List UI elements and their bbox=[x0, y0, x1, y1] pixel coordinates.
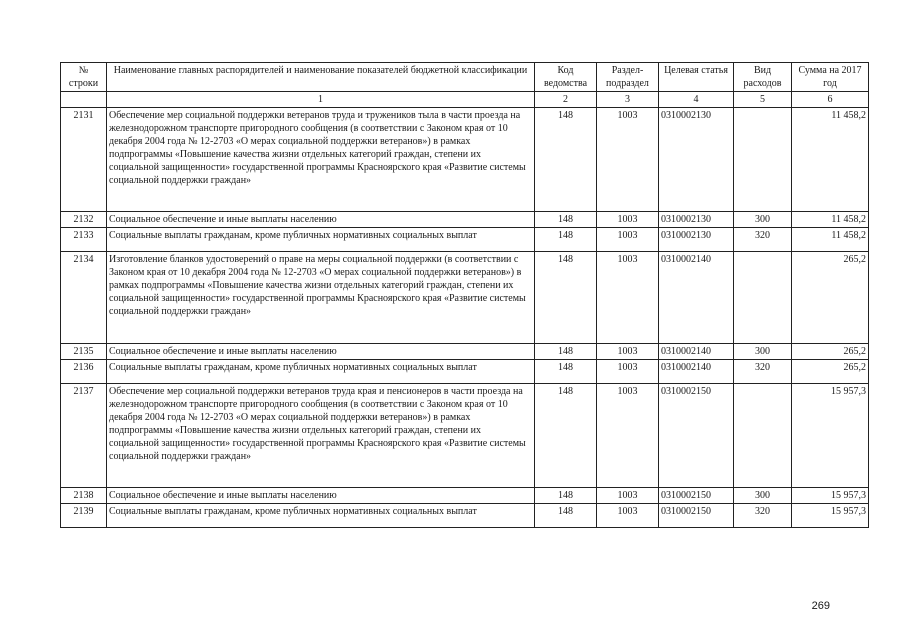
column-number: 2 bbox=[535, 92, 597, 108]
row-expense-type: 320 bbox=[734, 360, 792, 384]
row-expense-type bbox=[734, 384, 792, 488]
row-section: 1003 bbox=[597, 488, 659, 504]
row-name: Социальное обеспечение и иные выплаты населению bbox=[107, 344, 535, 360]
row-number: 2133 bbox=[61, 228, 107, 252]
row-number: 2136 bbox=[61, 360, 107, 384]
row-name: Социальные выплаты гражданам, кроме публичных нормативных социальных выплат bbox=[107, 504, 535, 528]
row-name: Изготовление бланков удостоверений о праве на меры социальной поддержки (в соответствии с Законом края от 10 декабря 2004 года № 12-2703 «О мерах социальной поддержки ветеранов») в рамках подпрограммы «Повышение качества жизни отдельных категорий граждан, степени их социальной защищенности» государственной программы Красноярского края «Развитие системы социальной поддержки граждан» bbox=[107, 252, 535, 344]
row-name: Социальные выплаты гражданам, кроме публичных нормативных социальных выплат bbox=[107, 228, 535, 252]
table-row bbox=[61, 108, 869, 212]
row-number: 2138 bbox=[61, 488, 107, 504]
row-amount: 11 458,2 bbox=[792, 228, 869, 252]
row-target: 0310002140 bbox=[659, 344, 734, 360]
row-section: 1003 bbox=[597, 360, 659, 384]
row-dept-code: 148 bbox=[535, 212, 597, 228]
header-name: Наименование главных распорядителей и наименование показателей бюджетной классификации bbox=[107, 63, 535, 92]
row-name: Социальные выплаты гражданам, кроме публичных нормативных социальных выплат bbox=[107, 360, 535, 384]
row-target: 0310002130 bbox=[659, 108, 734, 212]
row-target: 0310002150 bbox=[659, 384, 734, 488]
table-row bbox=[61, 212, 869, 228]
row-name: Обеспечение мер социальной поддержки ветеранов труда края и пенсионеров в части проезда на железнодорожном транспорте пригородного сообщения (в соответствии с Законом края от 10 декабря 2004 года № 12-2703 «О мерах социальной поддержки ветеранов») в рамках подпрограммы «Повышение качества жизни отдельных категорий граждан, степени их социальной защищенности» государственной программы Красноярского края «Развитие системы социальной поддержки граждан» bbox=[107, 384, 535, 488]
row-expense-type: 300 bbox=[734, 212, 792, 228]
row-name: Социальное обеспечение и иные выплаты населению bbox=[107, 488, 535, 504]
row-amount: 265,2 bbox=[792, 344, 869, 360]
column-number-blank bbox=[61, 92, 107, 108]
row-dept-code: 148 bbox=[535, 504, 597, 528]
header-target: Целевая статья bbox=[659, 63, 734, 92]
row-amount: 15 957,3 bbox=[792, 384, 869, 488]
row-number: 2137 bbox=[61, 384, 107, 488]
table-row bbox=[61, 252, 869, 344]
page-number: 269 bbox=[811, 600, 830, 612]
row-dept-code: 148 bbox=[535, 228, 597, 252]
column-number-row bbox=[61, 92, 869, 108]
column-number: 1 bbox=[107, 92, 535, 108]
row-target: 0310002130 bbox=[659, 228, 734, 252]
column-number: 6 bbox=[792, 92, 869, 108]
header-dept-code: Код ведомства bbox=[535, 63, 597, 92]
row-expense-type: 300 bbox=[734, 344, 792, 360]
column-number: 4 bbox=[659, 92, 734, 108]
row-name: Социальное обеспечение и иные выплаты населению bbox=[107, 212, 535, 228]
row-section: 1003 bbox=[597, 108, 659, 212]
row-amount: 15 957,3 bbox=[792, 504, 869, 528]
header-expense-type: Вид расходов bbox=[734, 63, 792, 92]
row-number: 2134 bbox=[61, 252, 107, 344]
header-row-number: № строки bbox=[61, 63, 107, 92]
row-section: 1003 bbox=[597, 228, 659, 252]
header-row bbox=[61, 63, 869, 92]
row-dept-code: 148 bbox=[535, 488, 597, 504]
row-section: 1003 bbox=[597, 504, 659, 528]
row-amount: 11 458,2 bbox=[792, 108, 869, 212]
row-amount: 265,2 bbox=[792, 360, 869, 384]
row-expense-type bbox=[734, 108, 792, 212]
row-section: 1003 bbox=[597, 252, 659, 344]
row-expense-type: 320 bbox=[734, 504, 792, 528]
row-number: 2132 bbox=[61, 212, 107, 228]
column-number: 3 bbox=[597, 92, 659, 108]
table-row bbox=[61, 488, 869, 504]
row-expense-type: 300 bbox=[734, 488, 792, 504]
table-row bbox=[61, 228, 869, 252]
row-expense-type: 320 bbox=[734, 228, 792, 252]
table-row bbox=[61, 344, 869, 360]
row-amount: 265,2 bbox=[792, 252, 869, 344]
row-target: 0310002150 bbox=[659, 504, 734, 528]
table-row bbox=[61, 360, 869, 384]
row-target: 0310002150 bbox=[659, 488, 734, 504]
row-dept-code: 148 bbox=[535, 252, 597, 344]
row-target: 0310002130 bbox=[659, 212, 734, 228]
row-section: 1003 bbox=[597, 344, 659, 360]
row-dept-code: 148 bbox=[535, 344, 597, 360]
row-target: 0310002140 bbox=[659, 360, 734, 384]
row-dept-code: 148 bbox=[535, 108, 597, 212]
row-target: 0310002140 bbox=[659, 252, 734, 344]
row-expense-type bbox=[734, 252, 792, 344]
table-row bbox=[61, 384, 869, 488]
budget-table bbox=[60, 62, 869, 528]
row-section: 1003 bbox=[597, 384, 659, 488]
row-amount: 11 458,2 bbox=[792, 212, 869, 228]
table-row bbox=[61, 504, 869, 528]
row-number: 2139 bbox=[61, 504, 107, 528]
row-section: 1003 bbox=[597, 212, 659, 228]
row-number: 2131 bbox=[61, 108, 107, 212]
column-number: 5 bbox=[734, 92, 792, 108]
row-dept-code: 148 bbox=[535, 360, 597, 384]
header-amount: Сумма на 2017 год bbox=[792, 63, 869, 92]
row-number: 2135 bbox=[61, 344, 107, 360]
row-dept-code: 148 bbox=[535, 384, 597, 488]
header-section: Раздел-подраздел bbox=[597, 63, 659, 92]
row-name: Обеспечение мер социальной поддержки ветеранов труда и тружеников тыла в части проезда на железнодорожном транспорте пригородного сообщения (в соответствии с Законом края от 10 декабря 2004 года № 12-2703 «О мерах социальной поддержки ветеранов») в рамках подпрограммы «Повышение качества жизни отдельных категорий граждан, степени их социальной защищенности» государственной программы Красноярского края «Развитие системы социальной поддержки граждан» bbox=[107, 108, 535, 212]
row-amount: 15 957,3 bbox=[792, 488, 869, 504]
